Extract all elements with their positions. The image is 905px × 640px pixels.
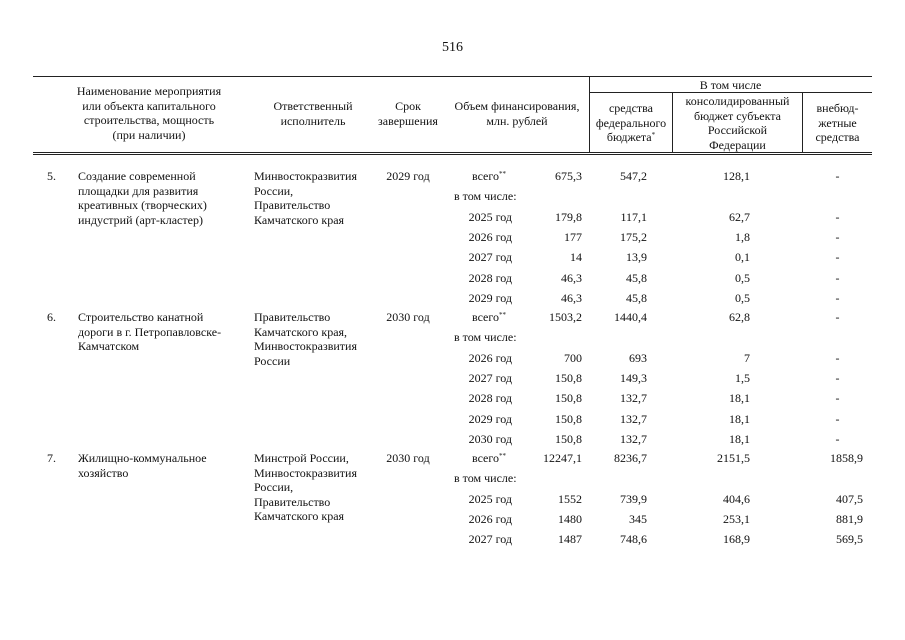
year-label: 2029 год	[468, 290, 512, 305]
extrabudget-value: -	[835, 169, 840, 183]
extrabudget-value: -	[835, 250, 840, 265]
extrabudget-value: 1858,9	[830, 451, 863, 465]
deadline: 2030 год	[386, 310, 430, 324]
header-name-line: Наименование мероприятия	[76, 84, 222, 98]
header-federal	[590, 101, 672, 145]
volume-value: 1503,2	[549, 310, 582, 324]
executor-line: Минстрой России,	[254, 451, 349, 465]
header-extra-line: средства	[815, 130, 860, 144]
extrabudget-value: 881,9	[836, 511, 863, 526]
year-label: 2025 год	[468, 209, 512, 224]
row-number: 5.	[47, 169, 56, 183]
object-name-line: дороги в г. Петропавловске-	[78, 324, 222, 339]
header-deadline	[368, 99, 448, 128]
federal-value: 547,2	[620, 169, 647, 183]
header-name-line: строительства, мощность	[83, 113, 215, 127]
volume-value: 1480	[558, 511, 582, 526]
year-label: 2029 год	[468, 411, 512, 426]
volume-value: 179,8	[555, 209, 582, 224]
federal-value: 739,9	[620, 491, 647, 506]
executor-line: Минвостокразвития	[254, 465, 357, 480]
year-label: 2028 год	[468, 391, 512, 406]
footnote-mark: **	[499, 452, 506, 460]
federal-value: 132,7	[620, 411, 647, 426]
header-executor	[254, 99, 372, 128]
extrabudget-value: -	[835, 431, 840, 446]
executor-line: Правительство	[254, 198, 331, 213]
federal-value: 748,6	[620, 532, 647, 547]
header-regional-line: Федерации	[709, 137, 766, 152]
federal-value: 149,3	[620, 370, 647, 385]
year-label: 2026 год	[468, 350, 512, 365]
header-bottom-rule	[33, 152, 872, 153]
extrabudget-value: -	[835, 391, 840, 406]
volume-value: 150,8	[555, 370, 582, 385]
regional-value: 0,1	[735, 250, 750, 265]
regional-value: 62,8	[729, 310, 750, 324]
volume-value: 1552	[558, 491, 582, 506]
federal-value: 1440,4	[614, 310, 647, 324]
page-number: 516	[442, 40, 463, 55]
executor-line: Правительство	[254, 310, 331, 324]
total-label-text: всего	[471, 451, 499, 465]
federal-value: 132,7	[620, 391, 647, 406]
table-top-rule	[33, 76, 872, 77]
header-name-line: или объекта капитального	[82, 98, 216, 113]
header-including-text: В том числе	[699, 78, 762, 92]
regional-value: 404,6	[723, 491, 750, 506]
year-label: 2025 год	[468, 491, 512, 506]
federal-value: 345	[629, 511, 647, 526]
year-label: 2030 год	[468, 431, 512, 446]
header-deadline-line: завершения	[378, 113, 438, 128]
object-name-line: Создание современной	[78, 169, 196, 183]
year-label: 2028 год	[468, 270, 512, 285]
regional-value: 7	[744, 350, 750, 365]
footnote-mark: *	[651, 131, 656, 139]
year-label: 2027 год	[468, 532, 512, 547]
object-name-line: площадки для развития	[78, 183, 199, 198]
volume-value: 12247,1	[543, 451, 582, 465]
header-deadline-line: Срок	[395, 99, 421, 113]
header-executor-line: Ответственный	[273, 99, 353, 113]
header-volume	[446, 99, 588, 128]
header-federal-line: средства	[608, 101, 653, 115]
header-regional	[673, 94, 802, 152]
extrabudget-value: -	[835, 411, 840, 426]
footnote-mark: **	[499, 311, 506, 319]
total-label-text: всего	[471, 310, 499, 324]
regional-value: 128,1	[723, 169, 750, 183]
object-name-line: индустрий (арт-кластер)	[78, 212, 203, 227]
executor-line: Минвостокразвития	[254, 339, 357, 354]
total-label-text: всего	[471, 169, 499, 183]
regional-value: 0,5	[735, 290, 750, 305]
regional-value: 62,7	[729, 209, 750, 224]
volume-value: 150,8	[555, 391, 582, 406]
regional-value: 168,9	[723, 532, 750, 547]
total-label	[450, 451, 506, 465]
deadline: 2030 год	[386, 451, 430, 465]
row-number: 7.	[47, 451, 56, 465]
total-label	[450, 310, 506, 324]
regional-value: 1,8	[735, 229, 750, 244]
extrabudget-value: -	[835, 209, 840, 224]
volume-value: 1487	[558, 532, 582, 547]
extrabudget-value: -	[835, 370, 840, 385]
extrabudget-value: 407,5	[836, 491, 863, 506]
year-label: 2027 год	[468, 250, 512, 265]
federal-value: 117,1	[620, 209, 647, 224]
deadline: 2029 год	[386, 169, 430, 183]
header-regional-line: Российской	[707, 123, 768, 137]
including-label: в том числе:	[454, 471, 517, 486]
federal-value: 8236,7	[614, 451, 647, 465]
object-name-line: креативных (творческих)	[78, 198, 207, 213]
header-name-line: (при наличии)	[112, 127, 186, 142]
header-federal-word: бюджета	[606, 130, 652, 144]
header-regional-line: консолидированный	[685, 94, 790, 108]
regional-value: 18,1	[729, 411, 750, 426]
regional-value: 18,1	[729, 391, 750, 406]
volume-value: 675,3	[555, 169, 582, 183]
object-name-line: хозяйство	[78, 465, 129, 480]
federal-value: 45,8	[626, 270, 647, 285]
regional-value: 2151,5	[717, 451, 750, 465]
header-extra	[803, 101, 872, 145]
federal-value: 13,9	[626, 250, 647, 265]
header-including	[589, 78, 872, 93]
header-federal-line: федерального	[595, 115, 667, 130]
header-bottom-rule-2	[33, 154, 872, 155]
executor-line: Правительство	[254, 494, 331, 509]
extrabudget-value: 569,5	[836, 532, 863, 547]
regional-value: 0,5	[735, 270, 750, 285]
extrabudget-value: -	[835, 290, 840, 305]
federal-value: 693	[629, 350, 647, 365]
regional-value: 253,1	[723, 511, 750, 526]
object-name-line: Строительство канатной	[78, 310, 204, 324]
footnote-mark: **	[499, 170, 506, 178]
header-federal-line	[590, 130, 672, 145]
extrabudget-value: -	[835, 310, 840, 324]
executor-line: России	[254, 353, 291, 368]
executor-line: Камчатского края	[254, 509, 345, 524]
federal-value: 45,8	[626, 290, 647, 305]
header-extra-line: жетные	[818, 115, 857, 130]
row-number: 6.	[47, 310, 56, 324]
including-label: в том числе:	[454, 330, 517, 345]
header-volume-line: Объем финансирования,	[454, 99, 580, 113]
year-label: 2027 год	[468, 370, 512, 385]
executor-line: Камчатского края,	[254, 324, 348, 339]
volume-value: 46,3	[561, 290, 582, 305]
object-name-line: Камчатском	[78, 339, 140, 354]
extrabudget-value: -	[835, 270, 840, 285]
executor-line: Минвостокразвития	[254, 169, 357, 183]
regional-value: 18,1	[729, 431, 750, 446]
executor-line: России,	[254, 480, 294, 495]
federal-value: 132,7	[620, 431, 647, 446]
header-volume-line: млн. рублей	[486, 113, 548, 128]
including-label: в том числе:	[454, 189, 517, 204]
executor-line: России,	[254, 183, 294, 198]
header-executor-line: исполнитель	[280, 113, 346, 128]
header-extra-line: внебюд-	[816, 101, 859, 115]
year-label: 2026 год	[468, 229, 512, 244]
extrabudget-value: -	[835, 229, 840, 244]
regional-value: 1,5	[735, 370, 750, 385]
volume-value: 150,8	[555, 431, 582, 446]
object-name-line: Жилищно-коммунальное	[78, 451, 207, 465]
executor-line: Камчатского края	[254, 212, 345, 227]
volume-value: 14	[570, 250, 582, 265]
header-name	[36, 84, 262, 142]
volume-value: 177	[564, 229, 582, 244]
year-label: 2026 год	[468, 511, 512, 526]
extrabudget-value: -	[835, 350, 840, 365]
volume-value: 150,8	[555, 411, 582, 426]
volume-value: 46,3	[561, 270, 582, 285]
total-label	[450, 169, 506, 183]
header-regional-line: бюджет субъекта	[693, 108, 781, 123]
federal-value: 175,2	[620, 229, 647, 244]
volume-value: 700	[564, 350, 582, 365]
